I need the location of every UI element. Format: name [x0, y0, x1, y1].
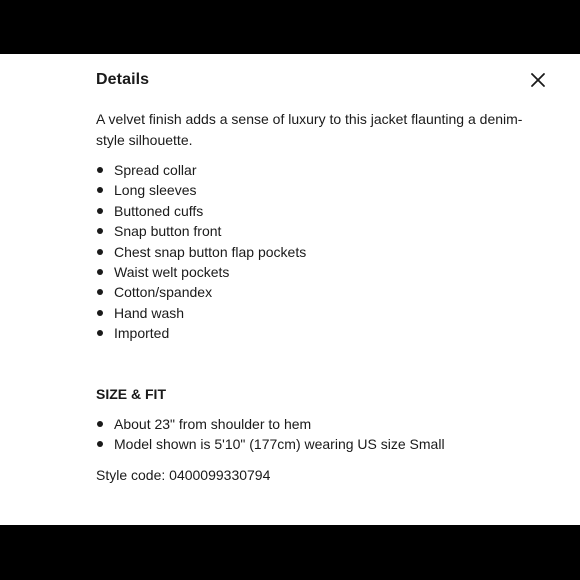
- list-item-label: Hand wash: [114, 304, 185, 321]
- modal-title: Details: [96, 71, 150, 88]
- list-item: [96, 160, 306, 180]
- bullet-icon: [97, 228, 103, 234]
- list-item-label: Spread collar: [114, 162, 197, 178]
- list-item: [96, 242, 306, 262]
- bullet-icon: [97, 289, 103, 295]
- list-item: [96, 303, 306, 323]
- bullet-icon: [97, 421, 103, 427]
- product-description: A velvet finish adds a sense of luxury to this jacket flaunting a denim-style silhouette.: [96, 111, 523, 148]
- size-fit-list: [96, 414, 445, 455]
- bullet-icon: [97, 249, 103, 255]
- bullet-icon: [97, 330, 103, 336]
- bullet-icon: [97, 441, 103, 447]
- bullet-icon: [97, 310, 103, 316]
- style-code: Style code: 0400099330794: [96, 467, 271, 483]
- size-fit-heading: SIZE & FIT: [96, 386, 166, 402]
- list-item: [96, 262, 306, 282]
- list-item: [96, 282, 306, 302]
- close-icon: [529, 71, 547, 89]
- list-item: [96, 414, 445, 434]
- list-item: [96, 221, 306, 241]
- list-item-label: Long sleeves: [114, 182, 197, 199]
- list-item-label: Buttoned cuffs: [114, 202, 204, 219]
- list-item-label: Chest snap button flap pockets: [114, 243, 307, 260]
- bullet-icon: [97, 208, 103, 214]
- list-item: [96, 201, 306, 221]
- list-item-label: About 23" from shoulder to hem: [114, 416, 312, 432]
- list-item-label: Waist welt pockets: [114, 263, 230, 280]
- list-item: [96, 434, 445, 454]
- bullet-icon: [97, 269, 103, 275]
- list-item-label: Cotton/spandex: [114, 284, 213, 301]
- bullet-icon: [97, 187, 103, 193]
- list-item: [96, 323, 306, 343]
- list-item-label: Snap button front: [114, 223, 222, 240]
- list-item-label: Imported: [114, 325, 170, 342]
- bullet-icon: [97, 167, 103, 173]
- list-item-label: Model shown is 5'10" (177cm) wearing US size Small: [114, 436, 445, 453]
- close-button[interactable]: [529, 71, 547, 89]
- feature-list: [96, 160, 306, 344]
- list-item: [96, 180, 306, 200]
- details-modal: [0, 54, 580, 525]
